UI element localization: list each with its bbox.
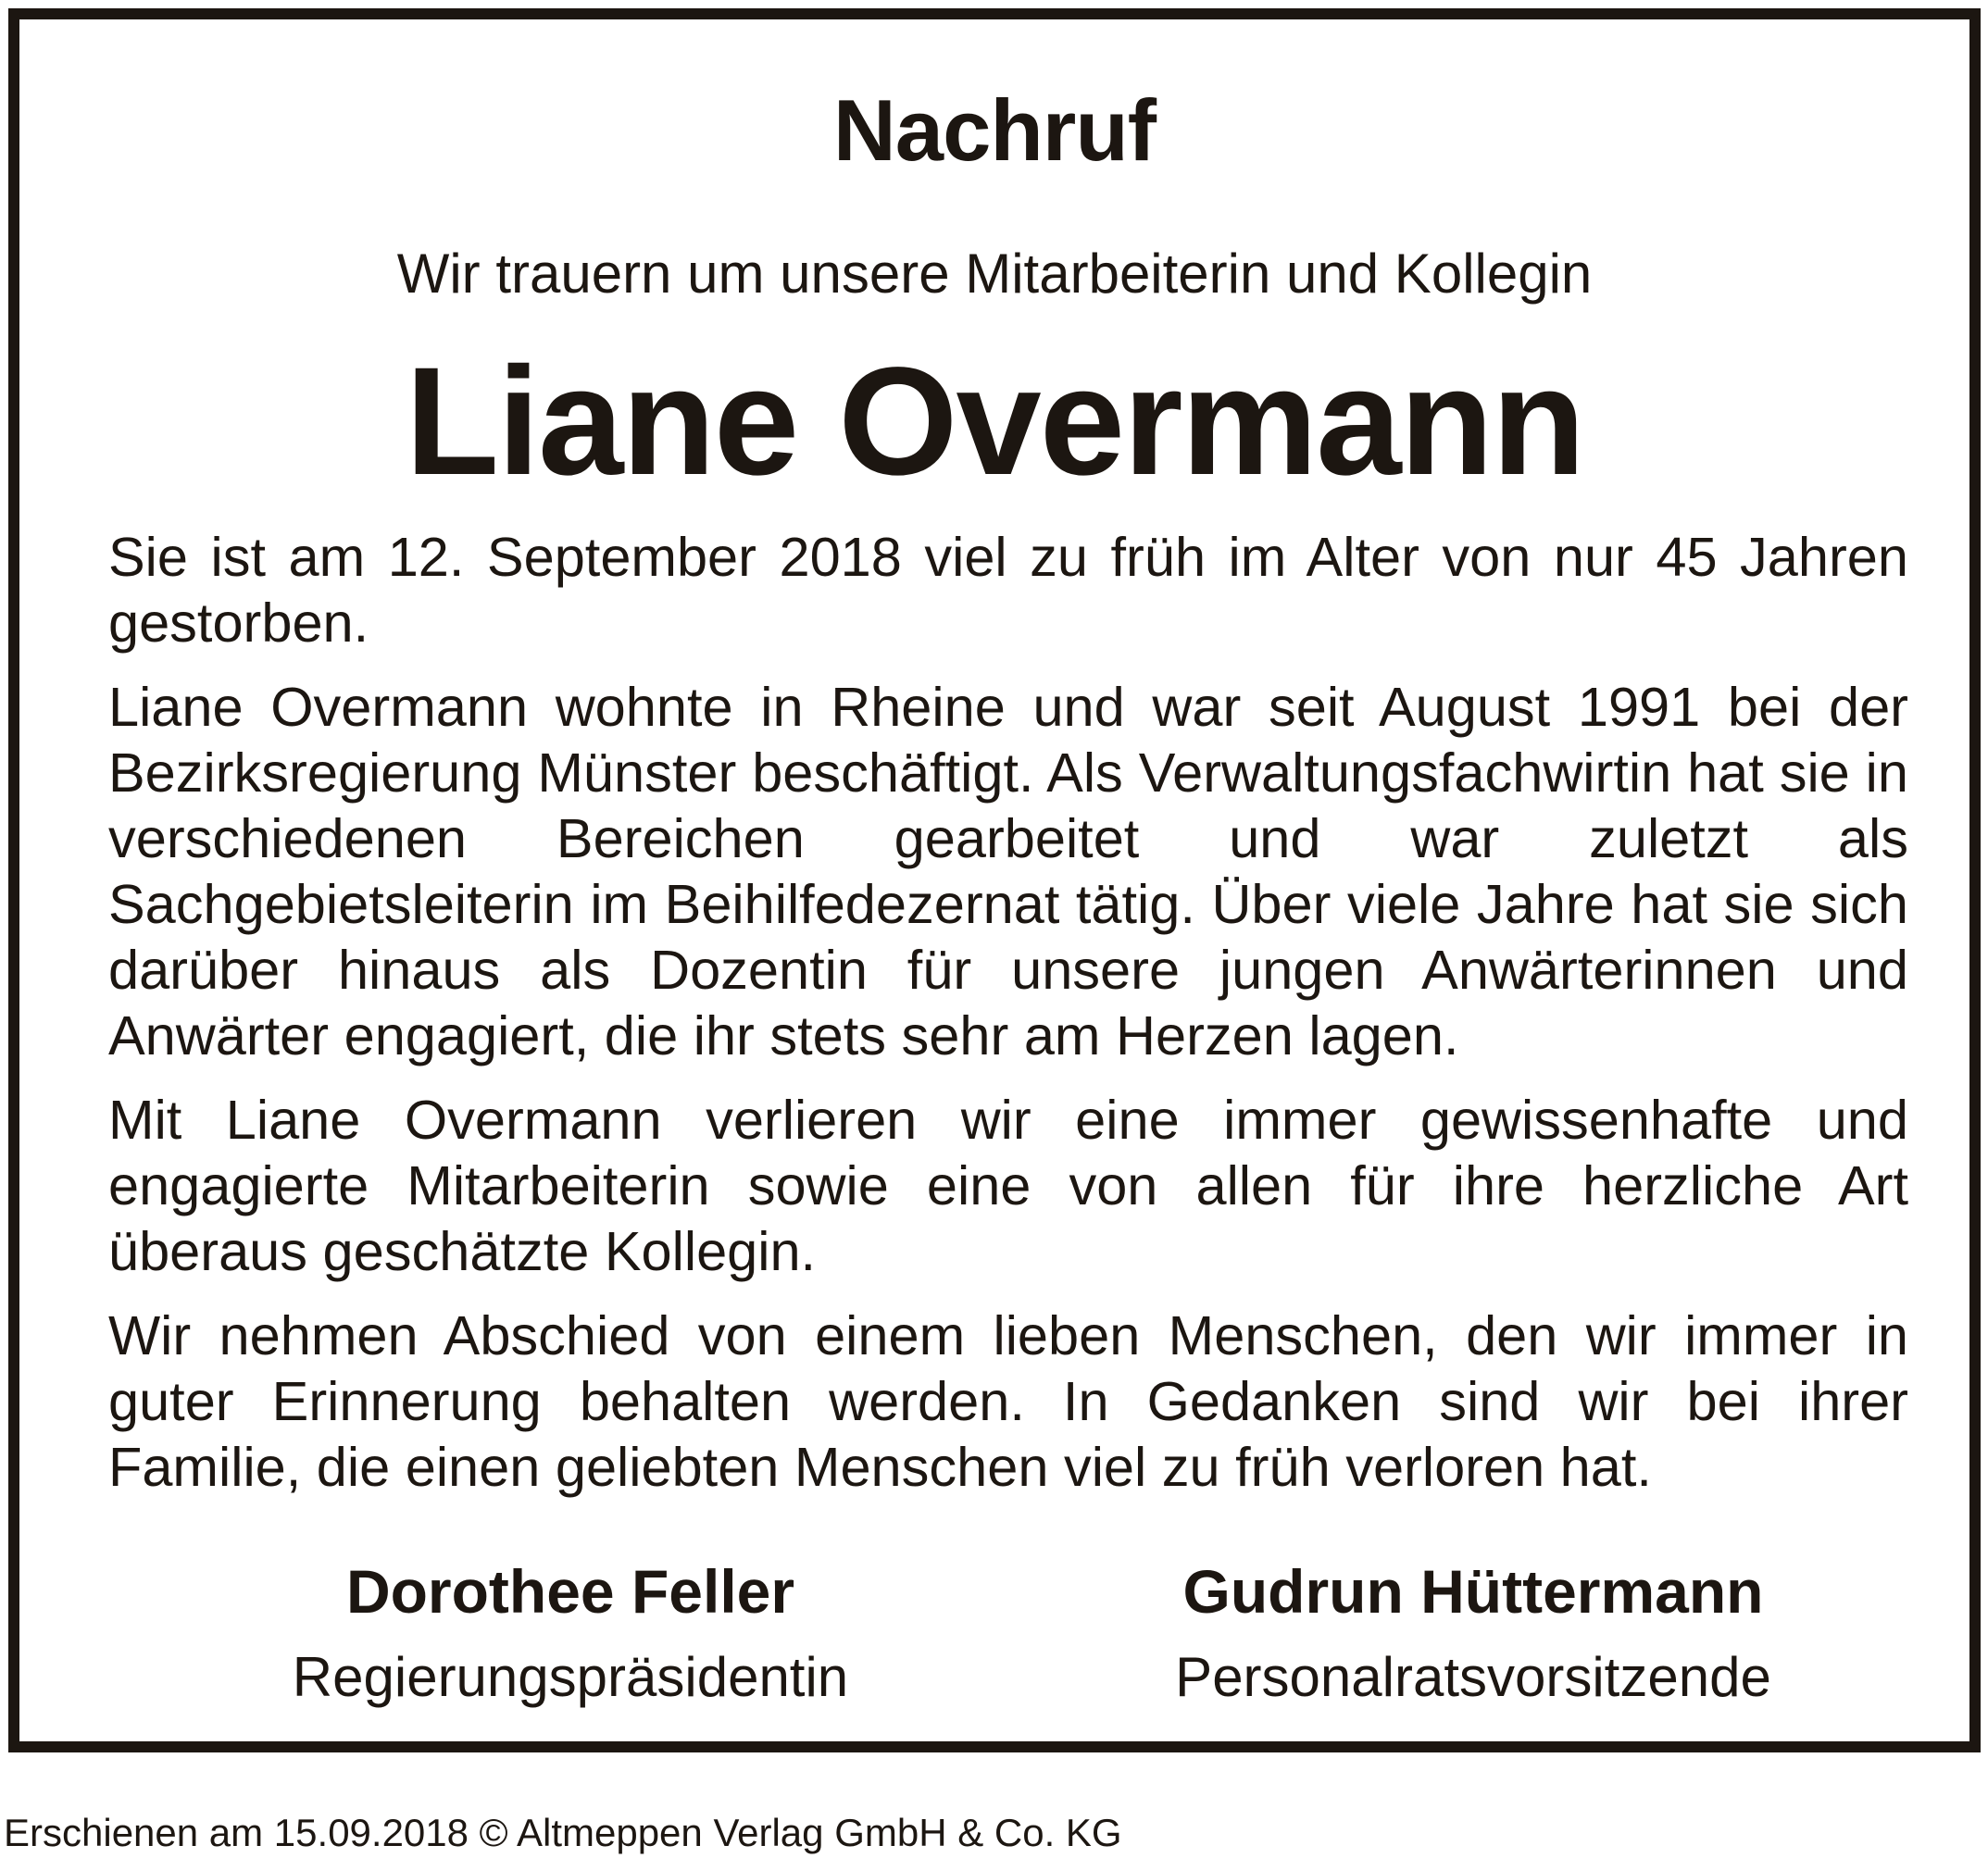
signatory-name: Dorothee Feller [345, 1557, 795, 1626]
paragraph-farewell: Wir nehmen Abschied von einem lieben Menschen, den wir immer in guter Erinnerung behalten werden. In Gedanken sind wir bei ihrer Familie, die einen geliebten Menschen viel zu früh verloren hat. [108, 1304, 1908, 1498]
publication-footer: Erschienen am 15.09.2018 © Altmeppen Verlag GmbH & Co. KG [4, 1811, 1122, 1854]
deceased-name: Liane Overmann [405, 336, 1584, 507]
signatory-right [1010, 1552, 1936, 1715]
signatory-name: Gudrun Hüttermann [1182, 1557, 1764, 1626]
signatory-role: Regierungspräsidentin [292, 1646, 849, 1708]
notice-body [108, 524, 1908, 1518]
notice-heading: Nachruf [832, 81, 1157, 179]
notice-intro: Wir trauern um unsere Mitarbeiterin und Kollegin [396, 243, 1593, 305]
obituary-frame [8, 8, 1981, 1752]
paragraph-career: Liane Overmann wohnte in Rheine und war seit August 1991 bei der Bezirksregierung Münster beschäftigt. Als Verwaltungsfachwirtin hat sie in verschiedenen Bereichen gearbeitet und war zuletzt als Sachgebietsleiterin im Beihilfedezernat tätig. Über viele Jahre hat sie sich darüber hinaus als Dozentin für unsere jungen Anwärterinnen und Anwärter engagiert, die ihr stets sehr am Herzen lagen. [108, 676, 1908, 1066]
paragraph-tribute: Mit Liane Overmann verlieren wir eine immer gewissenhafte und engagierte Mitarbeiterin sowie eine von allen für ihre herzliche Art überaus geschätzte Kollegin. [108, 1089, 1908, 1282]
signatory-left [131, 1552, 1010, 1715]
signatory-role: Personalratsvorsitzende [1175, 1646, 1771, 1708]
paragraph-death-date: Sie ist am 12. September 2018 viel zu früh im Alter von nur 45 Jahren gestorben. [108, 526, 1908, 654]
